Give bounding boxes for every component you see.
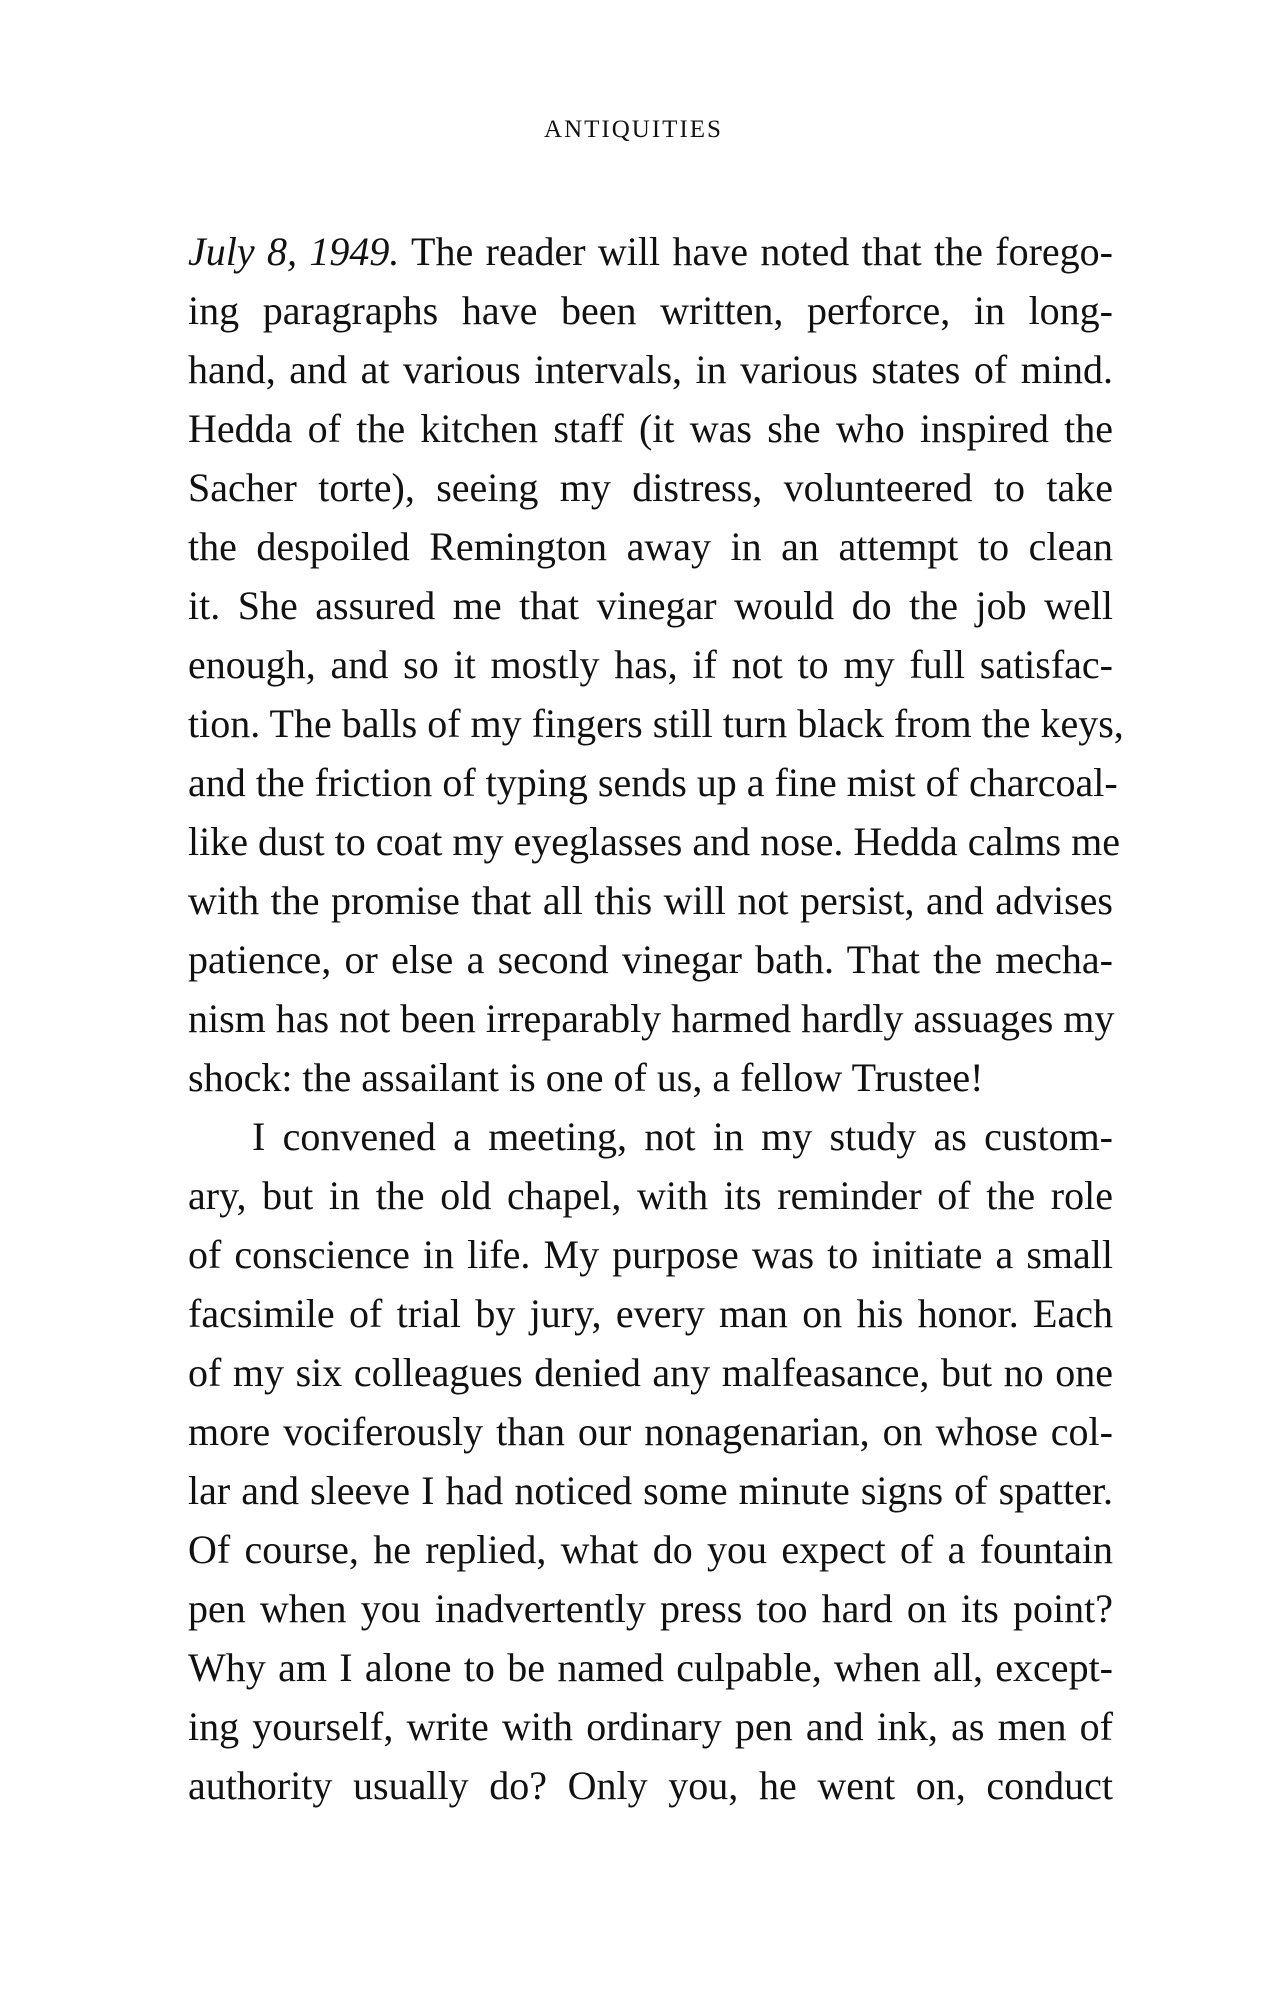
text-line: ing yourself, write with ordinary pen and ink, as men of — [188, 1704, 1113, 1749]
text-line: of conscience in life. My purpose was to initiate a small — [188, 1232, 1113, 1277]
text-line: Sacher torte), seeing my distress, volunteered to take — [188, 465, 1113, 510]
text-line: tion. The balls of my fingers still turn black from the keys, — [188, 701, 1124, 746]
text-line: pen when you inadvertently press too hard on its point? — [188, 1586, 1113, 1631]
text-line: the despoiled Remington away in an attempt to clean — [188, 524, 1113, 569]
text-line: Of course, he replied, what do you expect of a fountain — [188, 1527, 1113, 1572]
paragraph-2 — [188, 1107, 1113, 1815]
text-line: with the promise that all this will not persist, and advises — [188, 878, 1113, 923]
line-text: The reader will have noted that the forego- — [399, 229, 1113, 274]
text-line: lar and sleeve I had noticed some minute signs of spatter. — [188, 1468, 1113, 1513]
text-line: like dust to coat my eyeglasses and nose. Hedda calms me — [188, 819, 1120, 864]
text-line: facsimile of trial by jury, every man on his honor. Each — [188, 1291, 1113, 1336]
text-line: ary, but in the old chapel, with its reminder of the role — [188, 1173, 1113, 1218]
text-line: shock: the assailant is one of us, a fellow Trustee! — [188, 1055, 984, 1100]
paragraph-1 — [188, 222, 1124, 1107]
text-line: enough, and so it mostly has, if not to my full satisfac- — [188, 642, 1113, 687]
text-line: it. She assured me that vinegar would do the job well — [188, 583, 1113, 628]
text-line: hand, and at various intervals, in various states of mind. — [188, 347, 1113, 392]
text-line: nism has not been irreparably harmed hardly assuages my — [188, 996, 1115, 1041]
body-text — [188, 222, 1124, 1815]
text-line: I convened a meeting, not in my study as custom- — [252, 1114, 1113, 1159]
entry-date: July 8, 1949. — [188, 229, 400, 274]
text-line: authority usually do? Only you, he went on, conduct — [188, 1763, 1113, 1808]
text-line: of my six colleagues denied any malfeasance, but no one — [188, 1350, 1113, 1395]
text-line: patience, or else a second vinegar bath. That the mecha- — [188, 937, 1113, 982]
text-line — [188, 222, 1113, 281]
text-line: Why am I alone to be named culpable, when all, except- — [188, 1645, 1113, 1690]
text-line: more vociferously than our nonagenarian, on whose col- — [188, 1409, 1113, 1454]
text-line: ing paragraphs have been written, perforce, in long- — [188, 288, 1113, 333]
text-line: and the friction of typing sends up a fine mist of charcoal- — [188, 760, 1118, 805]
text-line: Hedda of the kitchen staff (it was she who inspired the — [188, 406, 1113, 451]
running-head: ANTIQUITIES — [544, 116, 723, 143]
